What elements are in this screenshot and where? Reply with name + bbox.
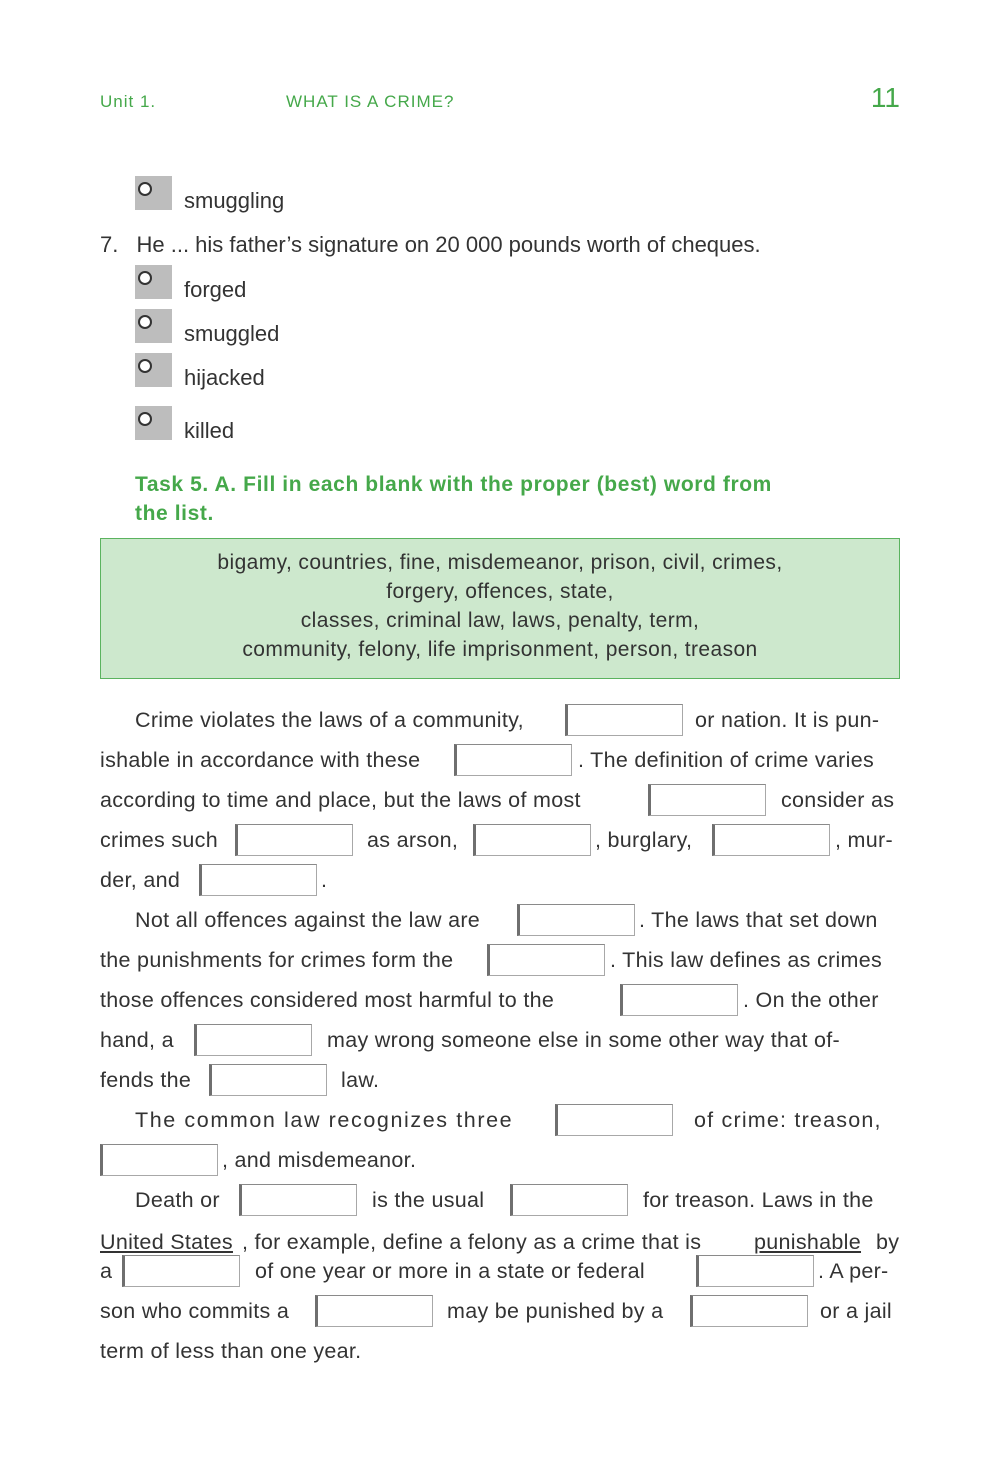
text-line <box>100 704 900 738</box>
radio-button[interactable] <box>135 265 172 299</box>
blank-input-2[interactable] <box>454 744 572 776</box>
text-fragment: Crime violates the laws of a community, <box>135 708 524 732</box>
page-number: 11 <box>870 82 900 113</box>
text-fragment: . On the other <box>743 988 879 1012</box>
radio-circle-icon <box>138 271 152 285</box>
text-fragment: , mur- <box>835 828 893 852</box>
option-label: forged <box>184 277 247 302</box>
radio-circle-icon <box>138 359 152 373</box>
text-line <box>100 904 900 938</box>
text-fragment: The common law recognizes three <box>135 1108 514 1132</box>
blank-input-1[interactable] <box>565 704 683 736</box>
text-line <box>100 744 900 778</box>
word-list-line-4: community, felony, life imprisonment, person, treason <box>242 638 758 661</box>
blank-input-7[interactable] <box>199 864 317 896</box>
text-fragment: . The laws that set down <box>639 908 878 932</box>
text-fragment: of crime: treason, <box>694 1108 882 1132</box>
text-fragment: may wrong someone else in some other way that of- <box>327 1028 841 1052</box>
radio-button[interactable] <box>135 309 172 343</box>
text-fragment: , and misdemeanor. <box>222 1148 417 1172</box>
unit-label: Unit 1. <box>100 92 157 111</box>
text-fragment: may be punished by a <box>447 1299 664 1323</box>
text-line <box>100 864 900 898</box>
chapter-title: WHAT IS A CRIME? <box>286 92 455 111</box>
text-fragment: fends the <box>100 1068 192 1092</box>
text-line <box>100 984 900 1018</box>
option-label: hijacked <box>184 365 265 390</box>
text-fragment: Not all offences against the law are <box>135 908 481 932</box>
blank-input-16[interactable] <box>510 1184 628 1216</box>
text-line <box>100 1024 900 1058</box>
blank-input-9[interactable] <box>487 944 605 976</box>
blank-input-6[interactable] <box>712 824 830 856</box>
radio-button[interactable] <box>135 176 172 210</box>
blank-input-5[interactable] <box>473 824 591 856</box>
text-fragment: . <box>321 868 328 892</box>
option-label: smuggled <box>184 321 280 346</box>
text-fragment: son who commits a <box>100 1299 290 1323</box>
text-line <box>100 1104 900 1138</box>
text-fragment: , for example, define a felony as a crime that is <box>242 1230 702 1254</box>
task-heading-line-1: Task 5. A. Fill in each blank with the proper (best) word from <box>135 473 772 496</box>
text-fragment: . The definition of crime varies <box>578 748 874 772</box>
text-fragment: as arson, <box>367 828 459 852</box>
text-fragment: punishable <box>754 1230 862 1254</box>
text-line <box>100 944 900 978</box>
text-line <box>100 824 900 858</box>
text-line <box>100 1295 900 1329</box>
text-fragment: hand, a <box>100 1028 174 1052</box>
text-fragment: . A per- <box>818 1259 889 1283</box>
text-fragment: der, and <box>100 868 181 892</box>
blank-input-13[interactable] <box>555 1104 673 1136</box>
blank-input-15[interactable] <box>239 1184 357 1216</box>
text-fragment: consider as <box>781 788 895 812</box>
text-fragment: ishable in accordance with these <box>100 748 421 772</box>
blank-input-12[interactable] <box>209 1064 327 1096</box>
text-line <box>100 1064 900 1098</box>
blank-input-18[interactable] <box>696 1255 814 1287</box>
text-fragment: of one year or more in a state or federal <box>255 1259 645 1283</box>
text-line <box>100 1144 900 1178</box>
text-fragment: term of less than one year. <box>100 1339 362 1363</box>
text-fragment: is the usual <box>372 1188 485 1212</box>
text-fragment: law. <box>341 1068 380 1092</box>
radio-circle-icon <box>138 315 152 329</box>
text-fragment: crimes such <box>100 828 218 852</box>
text-fragment: according to time and place, but the laws of most <box>100 788 581 812</box>
text-line <box>100 784 900 818</box>
word-list-box <box>100 538 900 679</box>
text-fragment: for treason. Laws in the <box>643 1188 874 1212</box>
text-fragment: or a jail <box>820 1299 893 1323</box>
option-label: killed <box>184 418 235 443</box>
word-list-line-1: bigamy, countries, fine, misdemeanor, prison, civil, crimes, <box>217 551 783 574</box>
radio-circle-icon <box>138 412 152 426</box>
radio-button[interactable] <box>135 406 172 440</box>
blank-input-8[interactable] <box>517 904 635 936</box>
page-header <box>100 82 900 118</box>
word-list-line-2: forgery, offences, state, <box>386 580 614 603</box>
blank-input-3[interactable] <box>648 784 766 816</box>
blank-input-11[interactable] <box>194 1024 312 1056</box>
blank-input-14[interactable] <box>100 1144 218 1176</box>
text-fragment: . This law defines as crimes <box>610 948 883 972</box>
blank-input-4[interactable] <box>235 824 353 856</box>
radio-circle-icon <box>138 182 152 196</box>
text-fragment: or nation. It is pun- <box>695 708 880 732</box>
question-7 <box>100 232 761 258</box>
text-fragment: a <box>100 1259 113 1283</box>
text-fragment: by <box>876 1230 900 1254</box>
task-5-heading <box>135 470 835 528</box>
question-text: He ... his father’s signature on 20 000 pounds worth of cheques. <box>136 232 761 257</box>
option-label: smuggling <box>184 188 285 213</box>
text-line <box>100 1255 900 1289</box>
question-number: 7. <box>100 232 119 257</box>
text-fragment: the punishments for crimes form the <box>100 948 454 972</box>
text-fragment: United States <box>100 1230 233 1254</box>
text-line <box>100 1184 900 1218</box>
blank-input-10[interactable] <box>620 984 738 1016</box>
text-fragment: those offences considered most harmful to the <box>100 988 555 1012</box>
text-fragment: Death or <box>135 1188 220 1212</box>
text-line <box>100 1335 900 1369</box>
blank-input-20[interactable] <box>690 1295 808 1327</box>
text-fragment: , burglary, <box>595 828 693 852</box>
word-list-line-3: classes, criminal law, laws, penalty, term, <box>300 609 700 632</box>
blank-input-17[interactable] <box>122 1255 240 1287</box>
blank-input-19[interactable] <box>315 1295 433 1327</box>
radio-button[interactable] <box>135 353 172 387</box>
task-heading-line-2: the list. <box>135 502 214 525</box>
